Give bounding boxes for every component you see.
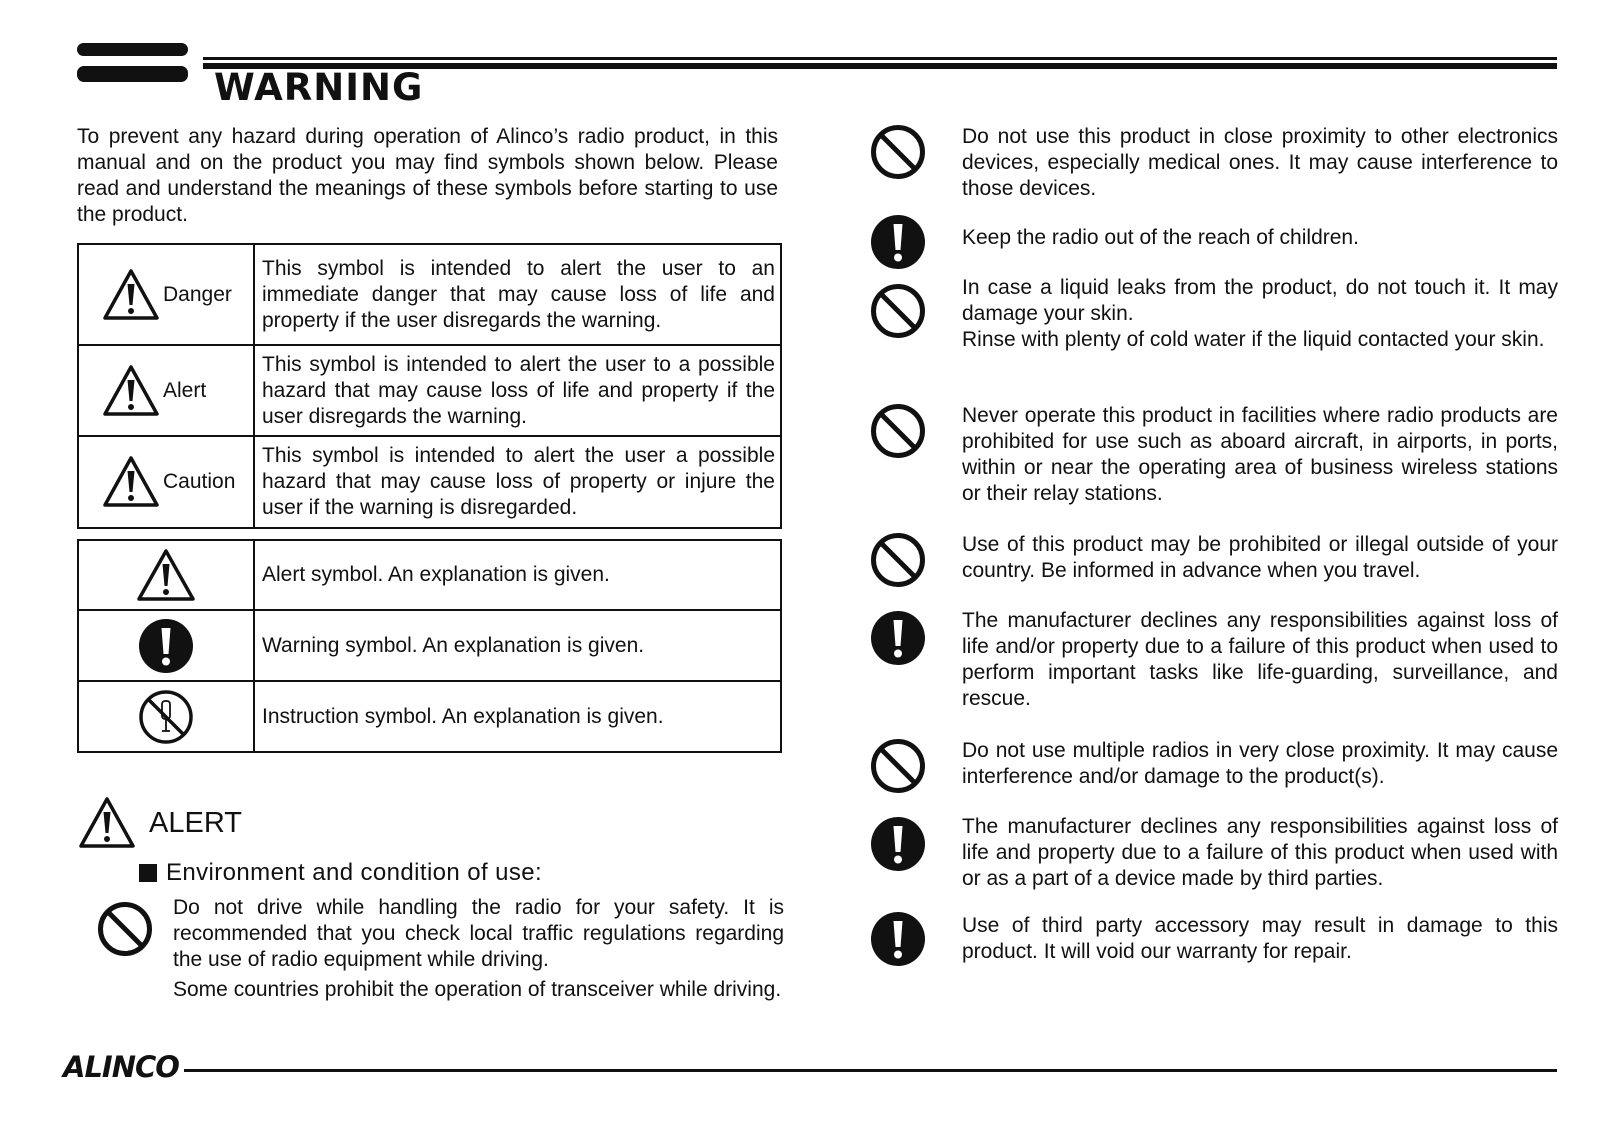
list-item [870,403,1558,507]
list-item [870,225,1558,251]
table-row [78,345,781,436]
hazard-level-table [77,243,782,529]
square-bullet-icon [139,864,157,882]
header-bar-bottom [77,66,188,82]
alinco-logo: ALINCO [63,1050,179,1084]
right-item-text: Do not use multiple radios in very close proximity. It may cause interference and/or damage to the product(s). [962,739,1558,788]
header-bar-top [77,43,188,56]
list-item [870,124,1558,202]
list-item [870,913,1558,965]
right-item-text: Do not use this product in close proximity to other electronics devices, especially medical ones. It may cause interference to those devices. [962,125,1558,200]
symbol-text-warning: Warning symbol. An explanation is given. [254,610,781,681]
alert-triangle-icon [101,363,161,419]
list-item [870,275,1558,353]
instruction-prohibit-disassembly-icon [138,689,194,745]
level-label-alert: Alert [163,378,207,402]
intro-paragraph: To prevent any hazard during operation of Alinco’s radio product, in this manual and on the product you may find symbols shown below. Please read and understand the meanings of these symbols before starting to use the product. [77,125,778,226]
environment-subheading [139,859,542,887]
driving-warning-text: Do not drive while handling the radio for your safety. It is recommended that you check local traffic regulations regarding the use of radio equipment while driving. [173,896,784,971]
exclamation-icon [870,610,926,666]
prohibited-icon [870,403,926,459]
exclamation-icon [870,911,926,967]
warning-exclamation-icon [138,618,194,674]
level-label-danger: Danger [163,282,232,306]
alert-triangle-icon [135,547,197,603]
table-row [78,244,781,345]
danger-triangle-icon [101,267,161,323]
caution-triangle-icon [101,454,161,510]
footer-rule [184,1069,1557,1072]
list-item [870,738,1558,790]
symbol-text-alert: Alert symbol. An explanation is given. [254,540,781,610]
level-text-caution: This symbol is intended to alert the user a possible hazard that may cause loss of property or injure the user if the warning is disregarded. [254,436,781,528]
prohibited-icon [870,124,926,180]
environment-subheading-text: Environment and condition of use: [166,859,543,886]
right-item-text: Use of third party accessory may result in damage to this product. It will void our warranty for repair. [962,914,1558,963]
prohibited-icon [97,901,153,957]
driving-note-text: Some countries prohibit the operation of transceiver while driving. [173,978,782,1001]
prohibited-icon [870,283,926,339]
alert-heading-text: ALERT [149,806,242,839]
list-item [870,608,1558,712]
list-item [870,814,1558,892]
exclamation-icon [870,816,926,872]
right-item-text: Use of this product may be prohibited or illegal outside of your country. Be informed in advance when you travel. [962,533,1558,582]
level-text-alert: This symbol is intended to alert the user to a possible hazard that may cause loss of life and property if the user disregards the warning. [254,345,781,436]
prohibited-icon [870,532,926,588]
exclamation-icon [870,214,926,270]
list-item [870,532,1558,584]
symbol-meaning-table [77,539,782,753]
symbol-text-instruction: Instruction symbol. An explanation is given. [254,681,781,752]
level-text-danger: This symbol is intended to alert the user to an immediate danger that may cause loss of life and property if the user disregards the warning. [254,244,781,345]
right-item-text-continued: Rinse with plenty of cold water if the liquid contacted your skin. [962,328,1545,351]
right-item-text: The manufacturer declines any responsibilities against loss of life and/or property due to a failure of this product when used to perform important tasks like life-guarding, surveillance, and rescue. [962,609,1558,710]
alert-triangle-icon [77,795,137,851]
page-title: WARNING [214,66,424,109]
right-item-text: In case a liquid leaks from the product, do not touch it. It may damage your skin. [962,276,1558,325]
table-row [78,436,781,528]
level-label-caution: Caution [163,470,236,493]
table-row [78,540,781,610]
right-item-text: Keep the radio out of the reach of children. [962,226,1359,249]
prohibited-icon [870,738,926,794]
table-row [78,681,781,752]
header-rule-thin [203,57,1557,60]
alert-heading [77,795,242,851]
right-item-text: Never operate this product in facilities where radio products are prohibited for use such as aboard aircraft, in airports, in ports, within or near the operating area of business wireless stations or their relay stations. [962,404,1558,505]
table-row [78,610,781,681]
right-item-text: The manufacturer declines any responsibilities against loss of life and property due to a failure of this product when used with or as a part of a device made by third parties. [962,815,1558,890]
